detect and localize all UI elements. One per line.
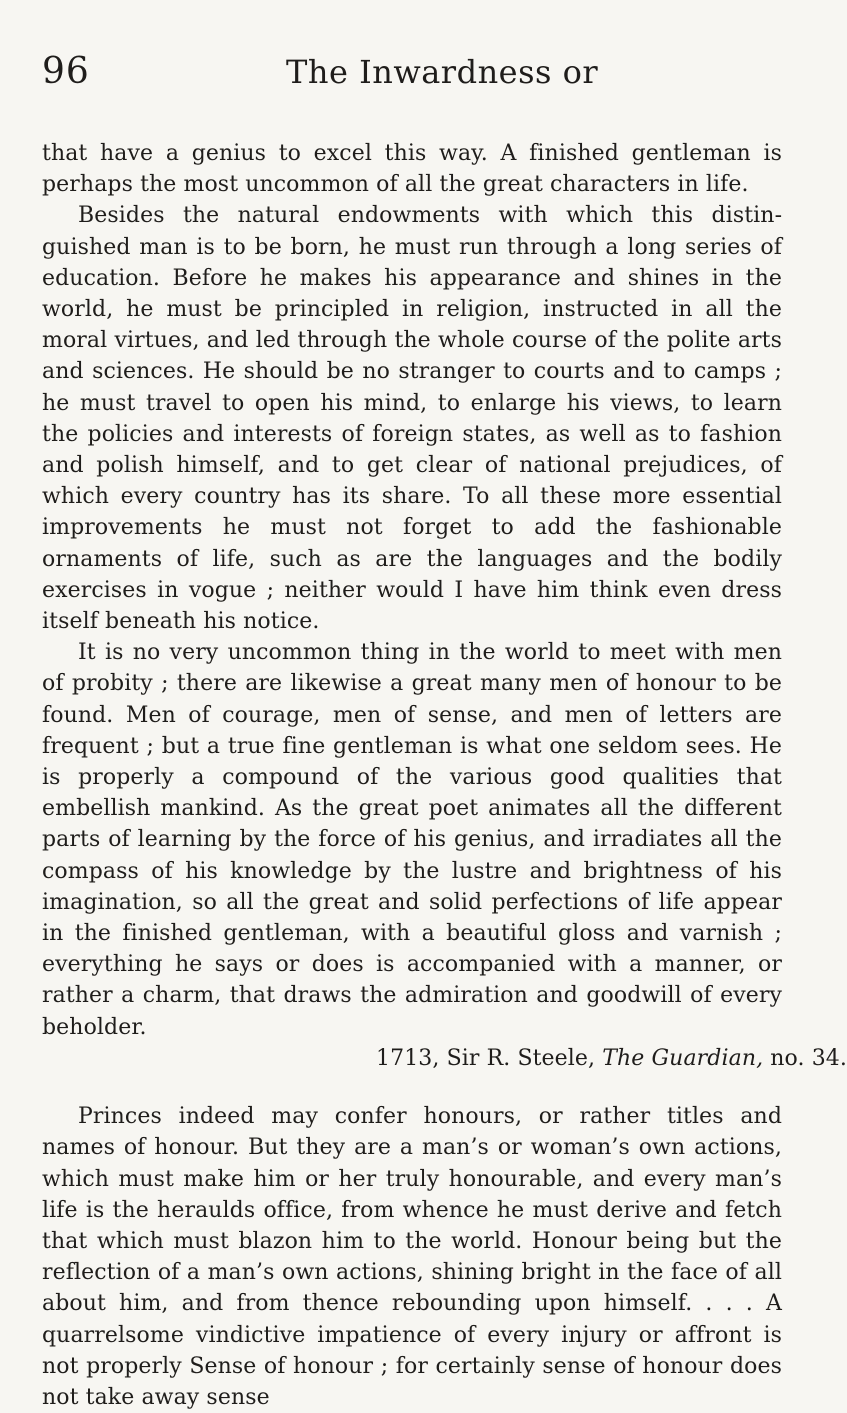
paragraph-probity: It is no very uncommon thing in the world to meet with men of probity ; there are likewise a great many men of honour to be found. Men of courage, men of sense, and men of letters are frequent ; but a true fine gentleman is what one seldom sees. He is properly a compound of the various good qualities that embellish mankind. As the great poet animates all the different parts of learning by the force of his genius, and irradiates all the compass of his knowledge by the lustre and brightness of his imagination, so all the great and solid perfections of life appear in the finished gentleman, with a beautiful gloss and varnish ; everything he says or does is accompanied with a manner, or rather a charm, that draws the admiration and goodwill of every beholder. <box>42 640 782 1040</box>
attribution-author: 1713, Sir R. Steele, <box>376 1045 603 1071</box>
running-head <box>42 44 782 100</box>
quotation-attribution <box>42 1043 847 1074</box>
paragraph-honour: Princes indeed may confer honours, or rather titles and names of honour. But they are a man’s or woman’s own actions, which must make him or her truly honourable, and every man’s life is the heraulds office, from whence he must derive and fetch that which must blazon him to the world. Honour being but the reflection of a man’s own actions, shining bright in the face of all about him, and from thence rebounding upon himself. . . . A quarrelsome vindictive impatience of every injury or affront is not properly Sense of honour ; for certainly sense of honour does not take away sense <box>42 1104 782 1410</box>
running-title: The Inwardness or <box>286 53 599 91</box>
page-number: 96 <box>42 51 90 92</box>
paragraph-education: Besides the natural endowments with which this distinguished man is to be born, he must run through a long series of education. Before he makes his appearance and shines in the world, he must be principled in religion, instructed in all the moral virtues, and led through the whole course of the polite arts and sciences. He should be no stranger to courts and to camps ; he must travel to open his mind, to enlarge his views, to learn the policies and interests of foreign states, as well as to fashion and polish himself, and to get clear of national prejudices, of which every country has its share. To all these more essential improvements he must not forget to add the fashionable ornaments of life, such as are the languages and the bodily exercises in vogue ; neither would I have him think even dress itself beneath his notice. <box>42 203 782 635</box>
attribution-issue: no. 34. <box>763 1045 847 1071</box>
paragraph-opening: that have a genius to excel this way. A finished gentleman is perhaps the most uncommon of all the great characters in life. <box>42 141 782 198</box>
book-page <box>42 44 847 1413</box>
body-text <box>42 138 847 1413</box>
attribution-work-title: The Guardian, <box>602 1045 764 1071</box>
